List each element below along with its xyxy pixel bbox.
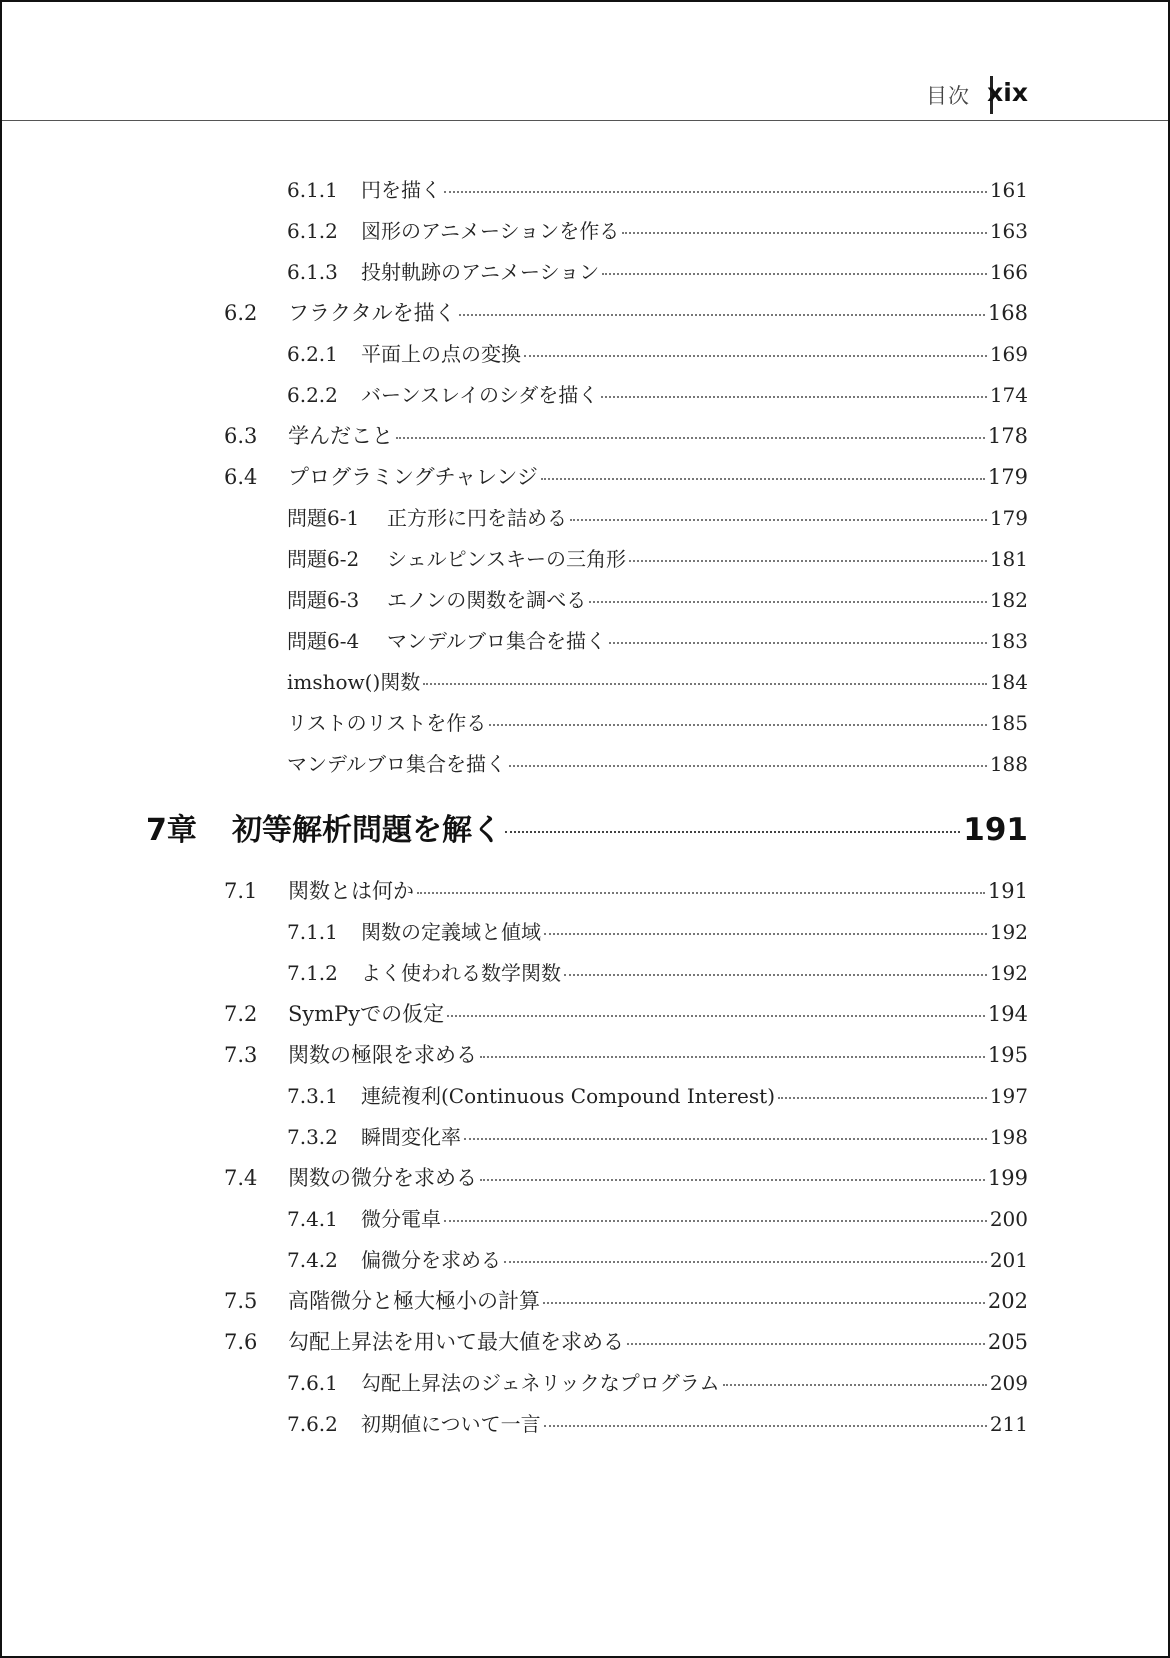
toc-entry-number: 6.2.1	[287, 342, 338, 366]
toc-entry-title: 連続複利(Continuous Compound Interest)	[361, 1084, 775, 1108]
toc-entry[interactable]	[287, 543, 1028, 577]
toc-entry[interactable]	[287, 1367, 1028, 1401]
dot-leader	[489, 724, 987, 726]
dot-leader	[544, 1425, 987, 1427]
toc-entry-number: 問題6-2	[287, 547, 360, 571]
toc-entry-page: 169	[989, 342, 1028, 366]
dot-leader	[444, 1220, 987, 1222]
toc-entry[interactable]	[224, 875, 1028, 909]
toc-entry[interactable]	[287, 707, 1028, 741]
toc-entry-title: imshow()関数	[287, 670, 421, 694]
toc-entry-title: 円を描く	[361, 178, 441, 202]
toc-entry-number: 7.6.2	[287, 1412, 338, 1436]
dot-leader	[627, 1343, 985, 1345]
toc-entry-page: 182	[989, 588, 1028, 612]
toc-entry[interactable]	[287, 1080, 1028, 1114]
toc-entry-title: SymPyでの仮定	[288, 1002, 445, 1026]
dot-leader	[459, 314, 985, 316]
toc-entry-title: 瞬間変化率	[361, 1125, 461, 1149]
dot-leader	[524, 355, 987, 357]
dot-leader	[423, 683, 987, 685]
toc-entry-title: 関数の微分を求める	[288, 1166, 477, 1190]
toc-entry[interactable]	[287, 502, 1028, 536]
toc-entry-page: 188	[989, 752, 1028, 776]
toc-entry-page: 192	[989, 961, 1028, 985]
toc-entry-number: 7.2	[224, 1002, 258, 1026]
toc-entry-title: バーンスレイのシダを描く	[361, 383, 599, 407]
toc-entry-page: 198	[989, 1125, 1028, 1149]
header-section-title: 目次	[926, 84, 970, 108]
toc-entry[interactable]	[287, 748, 1028, 782]
toc-entry[interactable]	[224, 420, 1028, 454]
toc-entry[interactable]	[287, 1408, 1028, 1442]
toc-entry-title: マンデルブロ集合を描く	[387, 629, 606, 653]
toc-entry[interactable]	[287, 1203, 1028, 1237]
toc-entry[interactable]	[287, 256, 1028, 290]
toc-entry-number: 7.6	[224, 1330, 258, 1354]
toc-entry-title: 関数の極限を求める	[288, 1043, 477, 1067]
toc-entry[interactable]	[224, 297, 1028, 331]
toc-entry-title: 関数とは何か	[288, 879, 414, 903]
toc-entry[interactable]	[287, 916, 1028, 950]
toc-entry[interactable]	[224, 461, 1028, 495]
dot-leader	[601, 396, 987, 398]
toc-entry-number: 7.1.1	[287, 920, 338, 944]
toc-entry-page: 209	[989, 1371, 1028, 1395]
dot-leader	[602, 273, 987, 275]
dot-leader	[570, 519, 987, 521]
toc-entry-number: 6.2.2	[287, 383, 338, 407]
toc-entry-number: 6.1.1	[287, 178, 338, 202]
toc-entry-number: 7.1.2	[287, 961, 338, 985]
toc-entry-title: プログラミングチャレンジ	[288, 465, 538, 489]
toc-entry-page: 192	[989, 920, 1028, 944]
toc-entry-title: 学んだこと	[288, 424, 393, 448]
toc-entry-number: 問題6-4	[287, 629, 360, 653]
dot-leader	[504, 1261, 987, 1263]
dot-leader	[396, 437, 985, 439]
toc-entry-number: 問題6-1	[287, 506, 360, 530]
dot-leader	[464, 1138, 987, 1140]
dot-leader	[541, 478, 985, 480]
toc-entry-page: 179	[989, 506, 1028, 530]
toc-entry-page: 185	[989, 711, 1028, 735]
toc-entry-page: 184	[989, 670, 1028, 694]
toc-entry-title: 微分電卓	[361, 1207, 441, 1231]
toc-entry-number: 7章	[146, 813, 197, 848]
toc-entry-title: 高階微分と極大極小の計算	[288, 1289, 540, 1313]
dot-leader	[609, 642, 987, 644]
toc-entry-page: 161	[989, 178, 1028, 202]
toc-entry[interactable]	[224, 1039, 1028, 1073]
toc-entry-page: 191	[987, 879, 1028, 903]
toc-entry-number: 7.4.1	[287, 1207, 338, 1231]
toc-entry[interactable]	[287, 957, 1028, 991]
toc-entry-title: 初等解析問題を解く	[232, 813, 502, 848]
toc-entry[interactable]	[287, 666, 1028, 700]
toc-entry-title: 関数の定義域と値域	[361, 920, 541, 944]
dot-leader	[444, 191, 987, 193]
toc-entry-number: 7.6.1	[287, 1371, 338, 1395]
dot-leader	[622, 232, 987, 234]
toc-entry-title: 平面上の点の変換	[361, 342, 521, 366]
running-header	[2, 2, 1168, 121]
header-page-number: xix	[987, 78, 1028, 107]
toc-entry-number: 7.3.1	[287, 1084, 338, 1108]
toc-entry[interactable]	[287, 174, 1028, 208]
dot-leader	[509, 765, 987, 767]
dot-leader	[417, 892, 985, 894]
toc-entry[interactable]	[287, 584, 1028, 618]
toc-entry-page: 183	[989, 629, 1028, 653]
toc-entry-number: 問題6-3	[287, 588, 360, 612]
toc-entry-title: 初期値について一言	[361, 1412, 541, 1436]
toc-entry-number: 7.5	[224, 1289, 258, 1313]
toc-entry-title: よく使われる数学関数	[361, 961, 561, 985]
toc-entry-title: 図形のアニメーションを作る	[361, 219, 620, 243]
toc-entry-title: フラクタルを描く	[288, 301, 456, 325]
toc-entry-number: 7.3.2	[287, 1125, 338, 1149]
toc-entry-title: 偏微分を求める	[361, 1248, 501, 1272]
toc-entry-number: 6.1.3	[287, 260, 338, 284]
toc-entry-title: 勾配上昇法のジェネリックなプログラム	[361, 1371, 720, 1395]
toc-entry-page: 163	[989, 219, 1028, 243]
toc-entry[interactable]	[224, 1285, 1028, 1319]
toc-entry[interactable]	[287, 1244, 1028, 1278]
toc-entry[interactable]	[224, 998, 1028, 1032]
dot-leader	[723, 1384, 987, 1386]
toc-entry-title: マンデルブロ集合を描く	[287, 752, 506, 776]
dot-leader	[629, 560, 987, 562]
toc-entry-title: 投射軌跡のアニメーション	[361, 260, 600, 284]
toc-entry-page: 191	[963, 812, 1028, 848]
toc-entry[interactable]	[224, 1326, 1028, 1360]
dot-leader	[544, 933, 987, 935]
toc-entry[interactable]	[287, 1121, 1028, 1155]
toc-entry-title: リストのリストを作る	[287, 711, 487, 735]
dot-leader	[447, 1015, 985, 1017]
toc-entry-page: 179	[987, 465, 1028, 489]
dot-leader	[480, 1056, 985, 1058]
toc-entry-page: 199	[987, 1166, 1028, 1190]
toc-entry-title: エノンの関数を調べる	[387, 588, 587, 612]
toc-entry-page: 201	[989, 1248, 1028, 1272]
toc-entry-number: 7.4.2	[287, 1248, 338, 1272]
toc-entry[interactable]	[287, 379, 1028, 413]
dot-leader	[778, 1097, 987, 1099]
toc-entry-page: 200	[989, 1207, 1028, 1231]
toc-entry-title: シェルピンスキーの三角形	[387, 547, 626, 571]
toc-chapter-entry[interactable]	[146, 805, 1028, 851]
toc-entry-page: 197	[989, 1084, 1028, 1108]
toc-entry-number: 7.3	[224, 1043, 258, 1067]
toc-entry[interactable]	[287, 338, 1028, 372]
toc-entry-page: 178	[987, 424, 1028, 448]
toc-entry-title: 勾配上昇法を用いて最大値を求める	[288, 1330, 624, 1354]
toc-entry-page: 205	[987, 1330, 1028, 1354]
toc-entry-page: 181	[989, 547, 1028, 571]
dot-leader	[564, 974, 987, 976]
toc-entry-number: 6.3	[224, 424, 258, 448]
dot-leader	[505, 831, 960, 833]
toc-entry-number: 7.4	[224, 1166, 258, 1190]
toc-entry-number: 6.4	[224, 465, 258, 489]
toc-entry-page: 174	[989, 383, 1028, 407]
toc-entry[interactable]	[287, 625, 1028, 659]
toc-entry-page: 168	[987, 301, 1028, 325]
toc-entry-number: 6.1.2	[287, 219, 338, 243]
toc-entry[interactable]	[224, 1162, 1028, 1196]
toc-entry-page: 211	[989, 1412, 1028, 1436]
toc-entry-page: 166	[989, 260, 1028, 284]
toc-entry-title: 正方形に円を詰める	[387, 506, 567, 530]
toc-entry-number: 6.2	[224, 301, 258, 325]
toc-entry-page: 194	[987, 1002, 1028, 1026]
toc-entry[interactable]	[287, 215, 1028, 249]
dot-leader	[589, 601, 987, 603]
toc-entry-page: 202	[987, 1289, 1028, 1313]
dot-leader	[480, 1179, 985, 1181]
dot-leader	[543, 1302, 985, 1304]
toc-entry-page: 195	[987, 1043, 1028, 1067]
toc-entry-number: 7.1	[224, 879, 258, 903]
